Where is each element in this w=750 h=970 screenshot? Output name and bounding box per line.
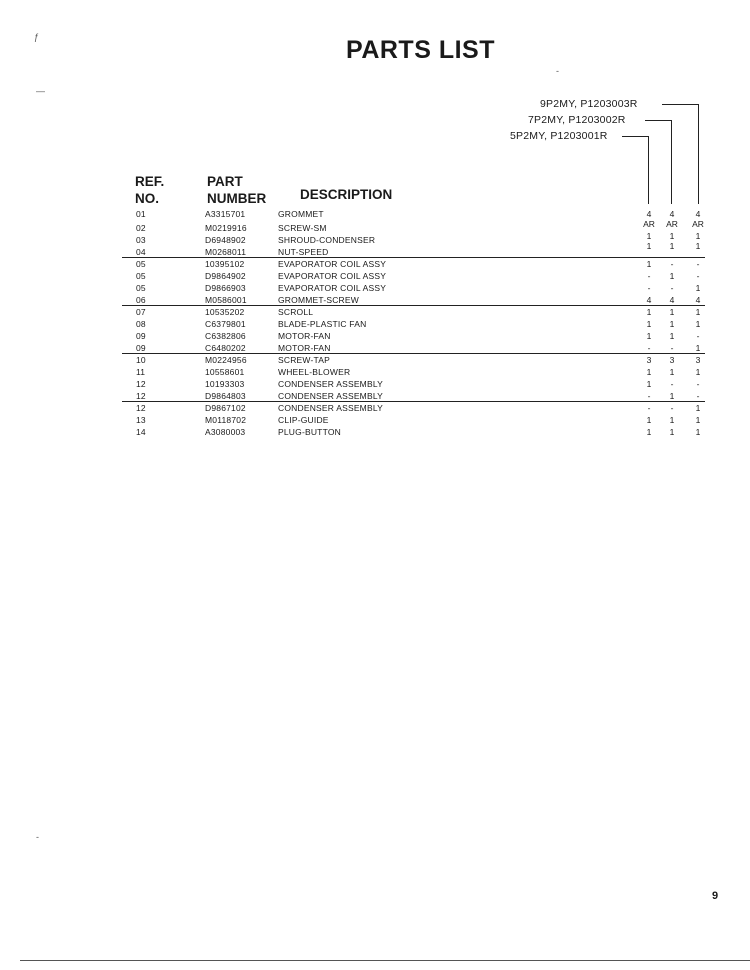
description-cell: SCROLL (278, 307, 314, 317)
qty-7p2my-cell: 1 (669, 427, 675, 437)
qty-9p2my-cell: 3 (695, 355, 701, 365)
part-number-cell: M0586001 (205, 295, 247, 305)
description-cell: CONDENSER ASSEMBLY (278, 391, 383, 401)
table-row (0, 306, 750, 318)
table-row (0, 282, 750, 294)
scan-mark: - (36, 832, 39, 842)
leader-7p2my-horizontal (645, 120, 672, 121)
description-cell: GROMMET-SCREW (278, 295, 359, 305)
header-ref-line1: REF. (135, 174, 165, 189)
leader-9p2my-vertical (698, 104, 699, 204)
qty-7p2my-cell: - (670, 379, 674, 389)
leader-7p2my-vertical (671, 120, 672, 204)
description-cell: CONDENSER ASSEMBLY (278, 403, 383, 413)
description-cell: EVAPORATOR COIL ASSY (278, 271, 387, 281)
qty-5p2my-cell: 1 (646, 307, 652, 317)
ref-cell: 05 (136, 271, 146, 281)
ref-cell: 08 (136, 319, 146, 329)
ref-cell: 07 (136, 307, 146, 317)
description-cell: SCREW-SM (278, 223, 327, 233)
header-ref-no (135, 173, 164, 207)
table-row (0, 330, 750, 342)
header-part-line2: NUMBER (207, 191, 267, 206)
qty-9p2my-cell: - (696, 271, 700, 281)
table-row (0, 414, 750, 426)
part-number-cell: 10535202 (205, 307, 245, 317)
qty-5p2my-cell: AR (643, 219, 655, 229)
qty-9p2my-cell: - (696, 331, 700, 341)
qty-9p2my-cell: - (696, 259, 700, 269)
qty-5p2my-cell: 1 (646, 241, 652, 251)
qty-9p2my-cell: 1 (695, 319, 701, 329)
part-number-cell: D9867102 (205, 403, 246, 413)
part-number-cell: M0118702 (205, 415, 247, 425)
part-number-cell: D9864902 (205, 271, 246, 281)
ref-cell: 12 (136, 403, 146, 413)
model-label-7p2my: 7P2MY, P1203002R (528, 114, 626, 126)
qty-9p2my-cell: 4 (695, 209, 701, 219)
table-row (0, 402, 750, 414)
qty-5p2my-cell: 4 (646, 295, 652, 305)
qty-9p2my-cell: 4 (695, 295, 701, 305)
table-row (0, 270, 750, 282)
model-label-9p2my: 9P2MY, P1203003R (540, 98, 638, 110)
qty-9p2my-cell: 1 (695, 231, 701, 241)
description-cell: NUT-SPEED (278, 247, 329, 257)
part-number-cell: C6382806 (205, 331, 246, 341)
part-number-cell: M0224956 (205, 355, 247, 365)
qty-5p2my-cell: - (647, 271, 651, 281)
ref-cell: 11 (136, 367, 146, 377)
qty-5p2my-cell: 1 (646, 415, 652, 425)
qty-7p2my-cell: 1 (669, 415, 675, 425)
qty-9p2my-cell: 1 (695, 427, 701, 437)
ref-cell: 12 (136, 379, 146, 389)
ref-cell: 05 (136, 259, 146, 269)
description-cell: CLIP-GUIDE (278, 415, 329, 425)
header-part-number (207, 173, 266, 207)
part-number-cell: M0219916 (205, 223, 247, 233)
qty-9p2my-cell: 1 (695, 283, 701, 293)
ref-cell: 01 (136, 209, 146, 219)
page-bottom-rule (20, 960, 750, 961)
model-label-5p2my: 5P2MY, P1203001R (510, 130, 608, 142)
scan-mark: ƒ (34, 32, 40, 42)
ref-cell: 14 (136, 427, 146, 437)
qty-5p2my-cell: 1 (646, 367, 652, 377)
ref-cell: 09 (136, 343, 146, 353)
qty-5p2my-cell: 1 (646, 231, 652, 241)
qty-7p2my-cell: - (670, 403, 674, 413)
ref-cell: 06 (136, 295, 146, 305)
qty-7p2my-cell: 4 (669, 295, 675, 305)
part-number-cell: 10395102 (205, 259, 245, 269)
ref-cell: 04 (136, 247, 146, 257)
scan-mark: - (556, 66, 559, 76)
part-number-cell: D9864803 (205, 391, 246, 401)
ref-cell: 13 (136, 415, 146, 425)
description-cell: EVAPORATOR COIL ASSY (278, 259, 387, 269)
part-number-cell: A3315701 (205, 209, 246, 219)
qty-7p2my-cell: 4 (669, 209, 675, 219)
qty-5p2my-cell: - (647, 343, 651, 353)
ref-cell: 09 (136, 331, 146, 341)
qty-5p2my-cell: 1 (646, 379, 652, 389)
part-number-cell: 10558601 (205, 367, 245, 377)
qty-9p2my-cell: 1 (695, 343, 701, 353)
description-cell: MOTOR-FAN (278, 331, 331, 341)
qty-7p2my-cell: 3 (669, 355, 675, 365)
part-number-cell: D9866903 (205, 283, 246, 293)
leader-5p2my-horizontal (622, 136, 649, 137)
table-row (0, 318, 750, 330)
table-row (0, 354, 750, 366)
part-number-cell: A3080003 (205, 427, 246, 437)
description-cell: EVAPORATOR COIL ASSY (278, 283, 387, 293)
leader-9p2my-horizontal (662, 104, 699, 105)
qty-7p2my-cell: 1 (669, 391, 675, 401)
table-row (0, 378, 750, 390)
qty-7p2my-cell: 1 (669, 241, 675, 251)
qty-7p2my-cell: - (670, 259, 674, 269)
qty-5p2my-cell: - (647, 403, 651, 413)
qty-5p2my-cell: 1 (646, 427, 652, 437)
qty-5p2my-cell: - (647, 391, 651, 401)
table-row (0, 258, 750, 270)
qty-7p2my-cell: 1 (669, 319, 675, 329)
table-row (0, 234, 750, 251)
description-cell: BLADE-PLASTIC FAN (278, 319, 367, 329)
qty-7p2my-cell: 1 (669, 307, 675, 317)
qty-7p2my-cell: - (670, 283, 674, 293)
description-cell: MOTOR-FAN (278, 343, 331, 353)
page-title: PARTS LIST (346, 36, 495, 64)
qty-9p2my-cell: 1 (695, 307, 701, 317)
description-cell: SHROUD-CONDENSER (278, 235, 376, 245)
page-number: 9 (712, 890, 719, 902)
leader-5p2my-vertical (648, 136, 649, 204)
ref-cell: 02 (136, 223, 146, 233)
description-cell: CONDENSER ASSEMBLY (278, 379, 383, 389)
qty-9p2my-cell: 1 (695, 403, 701, 413)
description-cell: PLUG-BUTTON (278, 427, 341, 437)
scan-mark: — (36, 86, 45, 96)
qty-7p2my-cell: 1 (669, 271, 675, 281)
qty-5p2my-cell: 1 (646, 319, 652, 329)
table-row (0, 366, 750, 378)
qty-5p2my-cell: - (647, 283, 651, 293)
ref-cell: 10 (136, 355, 146, 365)
part-number-cell: C6379801 (205, 319, 246, 329)
part-number-cell: D6948902 (205, 235, 246, 245)
qty-7p2my-cell: 1 (669, 367, 675, 377)
qty-9p2my-cell: 1 (695, 241, 701, 251)
qty-5p2my-cell: 1 (646, 331, 652, 341)
header-description: DESCRIPTION (300, 187, 393, 202)
qty-9p2my-cell: AR (692, 219, 704, 229)
description-cell: SCREW-TAP (278, 355, 331, 365)
qty-9p2my-cell: 1 (695, 367, 701, 377)
table-row (0, 426, 750, 438)
qty-5p2my-cell: 4 (646, 209, 652, 219)
header-part-line1: PART (207, 174, 243, 189)
qty-9p2my-cell: - (696, 379, 700, 389)
part-number-cell: C6480202 (205, 343, 246, 353)
qty-7p2my-cell: AR (666, 219, 678, 229)
qty-7p2my-cell: 1 (669, 331, 675, 341)
qty-9p2my-cell: - (696, 391, 700, 401)
header-ref-line2: NO. (135, 191, 160, 206)
part-number-cell: 10193303 (205, 379, 245, 389)
ref-cell: 05 (136, 283, 146, 293)
ref-cell: 03 (136, 235, 146, 245)
part-number-cell: M0268011 (205, 247, 247, 257)
qty-7p2my-cell: - (670, 343, 674, 353)
description-cell: GROMMET (278, 209, 324, 219)
qty-7p2my-cell: 1 (669, 231, 675, 241)
qty-9p2my-cell: 1 (695, 415, 701, 425)
qty-5p2my-cell: 1 (646, 259, 652, 269)
qty-5p2my-cell: 3 (646, 355, 652, 365)
description-cell: WHEEL-BLOWER (278, 367, 351, 377)
ref-cell: 12 (136, 391, 146, 401)
